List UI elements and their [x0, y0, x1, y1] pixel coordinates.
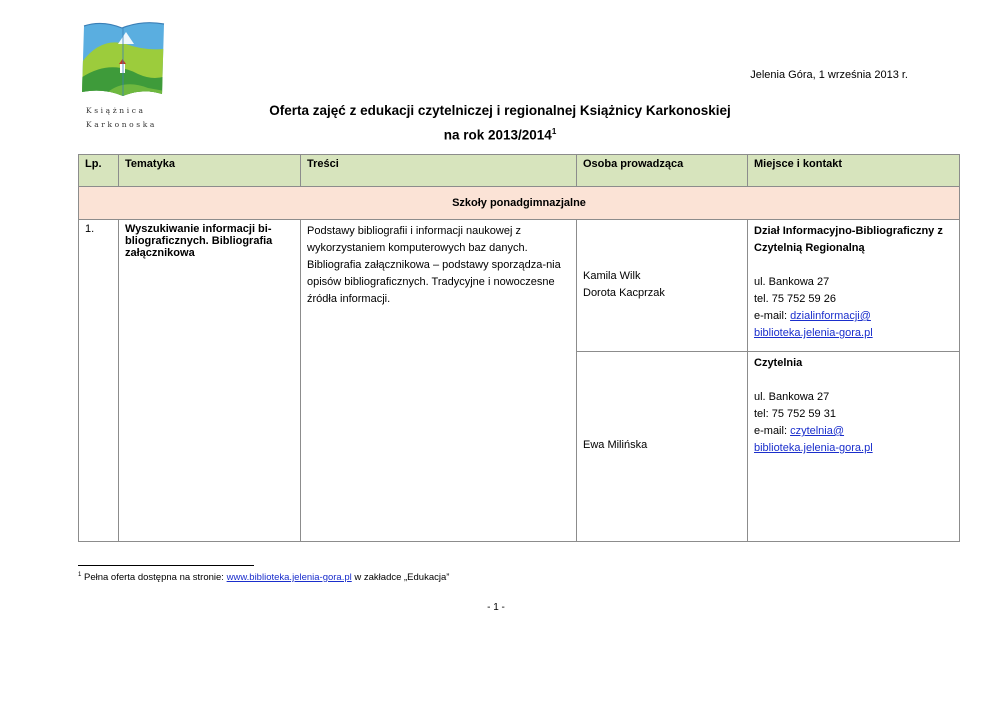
title-line1: Oferta zajęć z edukacji czytelniczej i regionalnej Książnicy Karkonoskiej: [269, 103, 731, 118]
logo-text-line1: Książnica: [86, 106, 146, 115]
place-name: Czytelnia: [754, 357, 803, 369]
email-link-part1[interactable]: czytelnia@: [790, 425, 845, 437]
email-link-part2[interactable]: biblioteka.jelenia-gora.pl: [754, 442, 873, 454]
page-number: - 1 -: [487, 602, 505, 613]
library-book-landscape-logo-icon: [78, 18, 170, 102]
row-number: 1.: [79, 220, 119, 542]
place-name: Dział Informacyjno-Bibliograficzny z Czytelnią Regionalną: [754, 225, 943, 254]
document-date: Jelenia Góra, 1 września 2013 r.: [750, 69, 908, 81]
place-email: [754, 423, 953, 440]
email-link-part1[interactable]: dzialinformacji@: [790, 310, 871, 322]
title-line2-text: na rok 2013/2014: [443, 127, 552, 143]
person-name: Kamila Wilk: [583, 270, 641, 282]
row-content: Podstawy bibliografii i informacji naukowej z wykorzystaniem komputerowych baz danych. Bibliografia załącznikowa – podstawy sporządza-nia opisów bibliograficznych. Tradycyjne i nowoczesne źródła informacji.: [301, 220, 577, 542]
title-line2: [180, 121, 820, 146]
footnote-mark: 1: [78, 572, 82, 578]
logo-text-line2: Karkonoska: [86, 120, 157, 129]
section-row: [79, 187, 960, 220]
email-label: e-mail:: [754, 310, 791, 322]
place-address: ul. Bankowa 27: [754, 276, 830, 288]
person-name: Dorota Kacprzak: [583, 287, 665, 299]
column-header-lp: Lp.: [79, 155, 119, 187]
row-topic: Wyszukiwanie informacji bi-bliograficznych. Bibliografia załącznikowa: [119, 220, 301, 542]
place-address: ul. Bankowa 27: [754, 391, 830, 403]
row-persons-2: [577, 352, 748, 542]
email-label: e-mail:: [754, 425, 791, 437]
email-link-part2[interactable]: biblioteka.jelenia-gora.pl: [754, 327, 873, 339]
section-title: Szkoły ponadgimnazjalne: [79, 187, 960, 220]
offer-table: [78, 154, 960, 542]
place-phone: tel: 75 752 59 31: [754, 408, 836, 420]
place-email: [754, 308, 953, 325]
place-email-cont: [754, 440, 953, 457]
row-place-1: [748, 220, 960, 352]
place-phone: tel. 75 752 59 26: [754, 293, 836, 305]
footnote-text-after: w zakładce „Edukacja”: [351, 572, 450, 584]
place-email-cont: [754, 325, 953, 342]
table-header-row: [79, 155, 960, 187]
footnote: [78, 572, 449, 583]
footnote-link[interactable]: www.biblioteka.jelenia-gora.pl: [226, 572, 352, 584]
column-header-content: Treści: [301, 155, 577, 187]
document-title: [180, 100, 820, 146]
row-place-2: [748, 352, 960, 542]
column-header-place: Miejsce i kontakt: [748, 155, 960, 187]
footnote-separator: [78, 565, 254, 566]
table-row: [79, 220, 960, 352]
column-header-topic: Tematyka: [119, 155, 301, 187]
column-header-person: Osoba prowadząca: [577, 155, 748, 187]
person-name: Ewa Milińska: [583, 438, 648, 451]
row-persons-1: [577, 220, 748, 352]
title-footnote-mark: 1: [551, 127, 557, 136]
footnote-text: Pełna oferta dostępna na stronie:: [81, 572, 227, 584]
